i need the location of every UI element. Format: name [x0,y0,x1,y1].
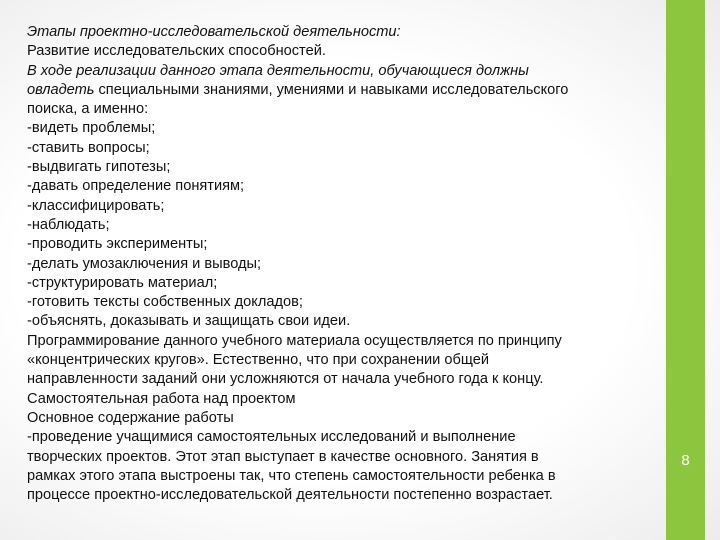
regular-text: поиска, а именно: [27,101,149,118]
text-line [27,100,657,119]
text-line [27,216,657,235]
regular-text: -готовить тексты собственных докладов; [27,294,303,311]
text-line [27,448,657,467]
regular-text: специальными знаниями, умениями и навыками исследовательского [94,81,569,98]
page-number: 8 [681,452,690,469]
regular-text: -наблюдать; [27,216,110,233]
text-line [27,486,657,505]
text-line [27,197,657,216]
regular-text: -давать определение понятиям; [27,178,245,195]
text-line [27,274,657,293]
text-line [27,428,657,447]
regular-text: -объяснять, доказывать и защищать свои идеи. [27,313,351,330]
regular-text: процессе проектно-исследовательской деятельности постепенно возрастает. [27,487,553,504]
regular-text: -делать умозаключения и выводы; [27,255,262,272]
slide-body-text [27,23,657,505]
text-line [27,177,657,196]
regular-text: творческих проектов. Этот этап выступает в качестве основного. Занятия в [27,448,539,465]
text-line [27,81,657,100]
text-line [27,467,657,486]
italic-text: Этапы проектно-исследовательской деятельности: [27,24,401,40]
regular-text: -видеть проблемы; [27,120,156,137]
regular-text: -проведение учащимися самостоятельных исследований и выполнение [27,429,516,446]
text-line [27,119,657,138]
regular-text: Программирование данного учебного материала осуществляется по принципу [27,332,562,349]
regular-text: направленности заданий они усложняются от начала учебного года к концу. [27,371,544,388]
text-line [27,62,657,81]
regular-text: -классифицировать; [27,197,165,214]
regular-text: -структурировать материал; [27,274,218,291]
regular-text: Основное содержание работы [27,409,234,426]
regular-text: Самостоятельная работа над проектом [27,390,296,407]
regular-text: рамках этого этапа выстроены так, что степень самостоятельности ребенка в [27,467,556,484]
regular-text: -выдвигать гипотезы; [27,159,171,176]
text-line [27,23,657,42]
text-line [27,293,657,312]
italic-text: В ходе реализации данного этапа деятельности, обучающиеся должны [27,62,529,79]
text-line [27,409,657,428]
text-line [27,139,657,158]
text-line [27,351,657,370]
text-line [27,255,657,274]
italic-text: овладеть [27,81,95,98]
text-line [27,158,657,177]
text-line [27,42,657,61]
text-line [27,370,657,389]
text-line [27,235,657,254]
regular-text: -проводить эксперименты; [27,236,208,253]
regular-text: -ставить вопросы; [27,139,150,156]
text-line [27,332,657,351]
regular-text: «концентрических кругов». Естественно, что при сохранении общей [27,352,489,369]
text-line [27,390,657,409]
regular-text: Развитие исследовательских способностей. [27,43,326,60]
text-line [27,312,657,331]
